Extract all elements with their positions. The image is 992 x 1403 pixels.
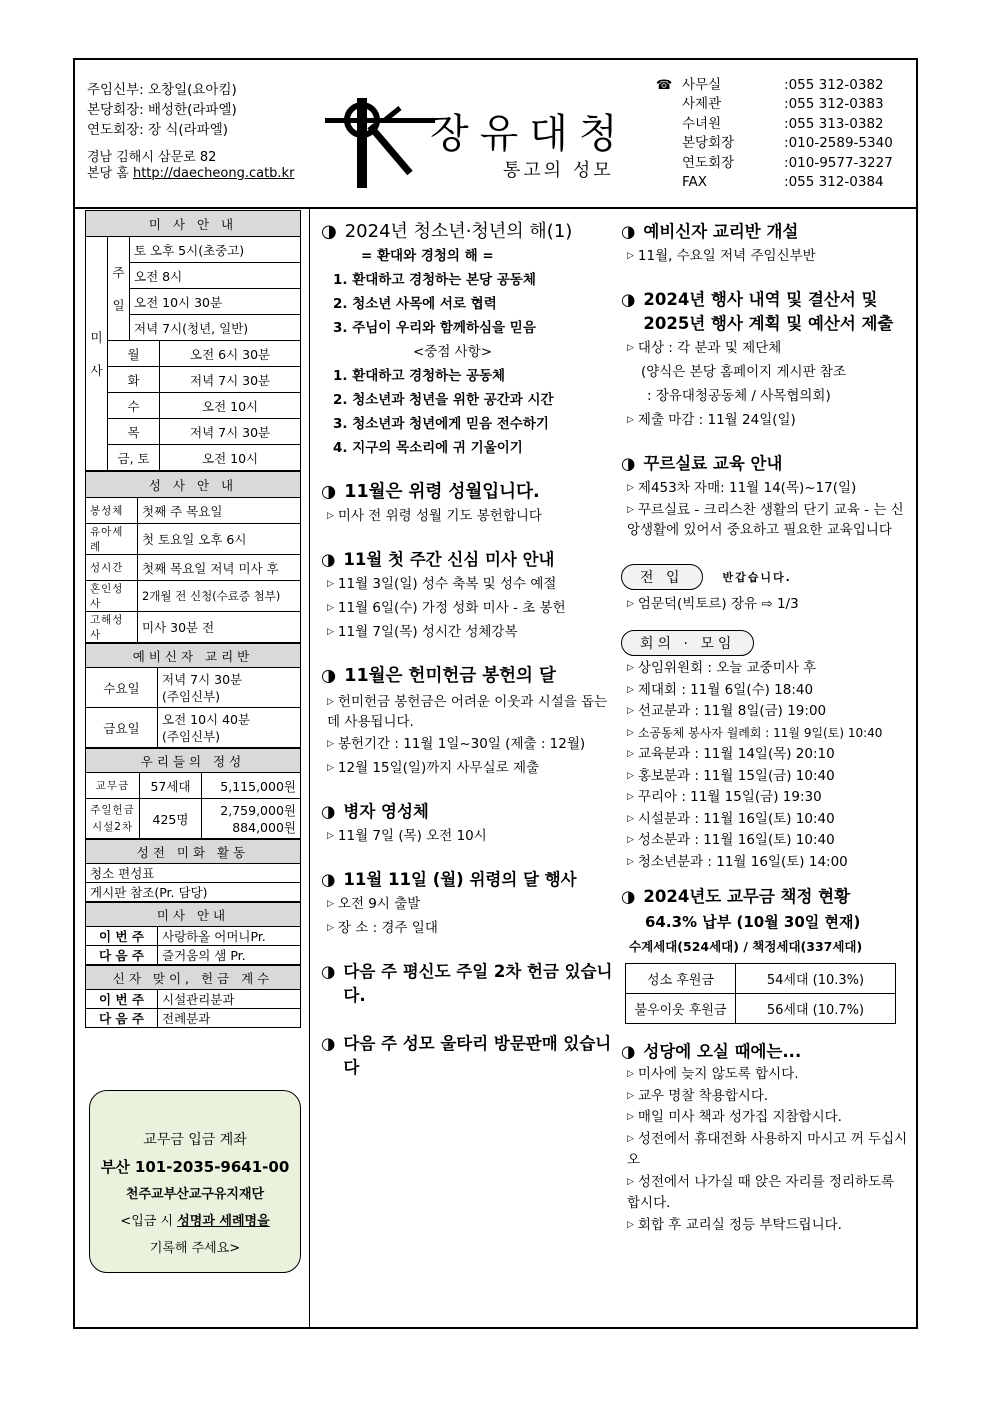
weekday: 수 bbox=[108, 393, 160, 419]
address-block bbox=[87, 150, 294, 182]
mass-schedule-table bbox=[85, 210, 301, 471]
triangle-icon: ▷ bbox=[627, 1176, 634, 1187]
contact-row: 수녀원 : 055 313-0382 bbox=[682, 115, 884, 132]
first-week-item: ▷ 11월 3일(일) 성수 축복 및 성수 예절 bbox=[327, 576, 557, 592]
memorial-president-line: 연도회장: 장 식(라파엘) bbox=[87, 122, 229, 138]
duty-week: 다 음 주 bbox=[86, 946, 158, 965]
sacrament-title: 성 사 안 내 bbox=[86, 472, 301, 498]
half-circle-icon: ◑ bbox=[621, 222, 636, 241]
triangle-icon: ▷ bbox=[627, 813, 634, 824]
triangle-icon: ▷ bbox=[327, 511, 334, 521]
account-note-a: <입금 시 bbox=[120, 1214, 178, 1229]
section-report: ◑ 2024년 행사 내역 및 결산서 및 2025년 행사 계획 및 예산서 제출 bbox=[621, 290, 894, 333]
weekday: 금, 토 bbox=[108, 445, 160, 471]
beauty-title: 성전 미화 활동 bbox=[86, 840, 301, 864]
half-circle-icon: ◑ bbox=[621, 454, 636, 473]
triangle-icon: ▷ bbox=[327, 831, 334, 841]
triangle-icon: ▷ bbox=[327, 739, 334, 749]
triangle-icon: ▷ bbox=[627, 835, 634, 845]
meeting-item: ▷ 성소분과 : 11월 16일(토) 10:40 bbox=[627, 832, 835, 848]
offering-key: 주일헌금 시설2차 bbox=[86, 799, 140, 839]
triangle-icon: ▷ bbox=[627, 706, 634, 716]
triangle-icon: ▷ bbox=[627, 856, 634, 867]
etiquette-item: ▷ 성전에서 나가실 때 앉은 자리를 정리하도록 합시다. bbox=[627, 1173, 895, 1211]
weekday: 화 bbox=[108, 367, 160, 393]
catechumen-open-item: ▷ 11월, 수요일 저녁 주임신부반 bbox=[627, 248, 816, 264]
transfer-item: ▷ 엄문덕(빅토르) 장유 ⇨ 1/3 bbox=[627, 596, 799, 612]
meeting-item: ▷ 시설분과 : 11월 16일(토) 10:40 bbox=[627, 810, 835, 827]
section-title: 2024년 청소년·청년의 해(1) bbox=[344, 221, 573, 242]
rice-offering-item: ▷ 헌미헌금 봉헌금은 어려운 이웃과 시설을 돕는데 사용됩니다. bbox=[327, 694, 608, 730]
catechumen-time: 저녁 7시 30분 (주임신부) bbox=[158, 668, 301, 708]
half-circle-icon: ◑ bbox=[621, 1042, 636, 1061]
mass-side-label: 미 사 bbox=[86, 237, 108, 471]
weekday-time: 오전 6시 30분 bbox=[160, 341, 301, 367]
contact-row: 본당회장 : 010-2589-5340 bbox=[682, 135, 893, 152]
section-catechumen-open: ◑ 예비신자 교리반 개설 bbox=[621, 220, 911, 244]
cursillo-item: ▷ 꾸르실료 - 크리스찬 생활의 단기 교육 - 는 신앙생활에 있어서 중요하고 필요한 교육입니다 bbox=[627, 502, 904, 538]
beauty-item: 청소 편성표 bbox=[86, 864, 301, 883]
etiquette-item: ▷ 성전에서 휴대전화 사용하지 마시고 꺼 두십시오 bbox=[627, 1130, 908, 1168]
half-circle-icon: ◑ bbox=[321, 962, 336, 981]
welcome-week: 다 음 주 bbox=[86, 1009, 158, 1028]
section-all-souls: ◑ 11월은 위령 성월입니다. bbox=[321, 482, 540, 502]
meeting-header bbox=[621, 630, 911, 656]
account-title: 교무금 입금 계좌 bbox=[143, 1132, 247, 1148]
sacrament-key: 성시간 bbox=[86, 555, 138, 581]
sacrament-value: 첫 토요일 오후 6시 bbox=[138, 524, 301, 555]
weekday-time: 저녁 7시 30분 bbox=[160, 419, 301, 445]
cursillo-item: ▷ 제453차 자매: 11월 14(목)~17(일) bbox=[627, 480, 857, 496]
fund-value: 56세대 (10.7%) bbox=[736, 994, 896, 1024]
report-item: ▷ 대상 : 각 분과 및 제단체 bbox=[627, 340, 782, 356]
sunday-time: 저녁 7시(청년, 일반) bbox=[130, 315, 301, 341]
duty-value: 즐거움의 샘 Pr. bbox=[158, 946, 301, 965]
transfer-header bbox=[621, 564, 911, 590]
half-circle-icon: ◑ bbox=[321, 550, 336, 569]
triangle-icon: ▷ bbox=[627, 727, 634, 738]
youth-list-item: 1. 환대하고 경청하는 본당 공동체 bbox=[333, 272, 536, 288]
section-nov11-event: ◑ 11월 11일 (월) 위령의 달 행사 bbox=[321, 868, 617, 892]
etiquette-item: ▷ 회합 후 교리실 정등 부탁드립니다. bbox=[627, 1216, 842, 1233]
focus-list-item: 1. 환대하고 경청하는 공동체 bbox=[333, 368, 506, 384]
all-souls-item: ▷ 미사 전 위령 성월 기도 봉헌합니다 bbox=[327, 508, 542, 524]
welcome-title: 신자 맞이, 헌금 계수 bbox=[86, 966, 301, 990]
transfer-pill: 전 입 bbox=[621, 564, 703, 590]
half-circle-icon: ◑ bbox=[321, 870, 336, 889]
half-circle-icon: ◑ bbox=[321, 802, 336, 821]
parish-subtitle: 통고의 성모 bbox=[503, 160, 614, 181]
meeting-pill: 회의 · 모임 bbox=[621, 630, 754, 656]
mass-title: 미 사 안 내 bbox=[86, 211, 301, 237]
offering-count: 425명 bbox=[140, 799, 202, 839]
sunday-time: 오전 8시 bbox=[130, 263, 301, 289]
half-circle-icon: ◑ bbox=[321, 1034, 336, 1053]
bulletin-frame bbox=[73, 58, 918, 1329]
fund-key: 불우이웃 후원금 bbox=[626, 994, 736, 1024]
sacrament-key: 고해성사 bbox=[86, 612, 138, 643]
section-church-etiquette: ◑ 성당에 오실 때에는... bbox=[621, 1040, 911, 1064]
offering-amount: 5,115,000원 bbox=[202, 773, 301, 799]
weekday: 목 bbox=[108, 419, 160, 445]
account-number: 부산 101-2035-9641-00 bbox=[100, 1158, 290, 1176]
triangle-icon: ▷ bbox=[627, 663, 634, 673]
homepage-label: 본당 홈 bbox=[87, 166, 129, 181]
meeting-item: ▷ 상임위원회 : 오늘 교중미사 후 bbox=[627, 660, 817, 676]
triangle-icon: ▷ bbox=[627, 749, 634, 759]
address: 경남 김해시 삼문로 82 bbox=[87, 150, 217, 165]
welcome-week: 이 번 주 bbox=[86, 990, 158, 1009]
rice-offering-item: ▷ 12월 15일(일)까지 사무실로 제출 bbox=[327, 760, 540, 776]
sacrament-key: 봉성체 bbox=[86, 498, 138, 524]
youth-list-item: 3. 주님이 우리와 함께하심을 믿음 bbox=[333, 320, 536, 336]
meeting-item: ▷ 청소년분과 : 11월 16일(토) 14:00 bbox=[627, 853, 848, 870]
section-tithe-status: ◑ 2024년도 교무금 책정 현황 bbox=[621, 885, 911, 909]
tithe-percent: 64.3% 납부 (10월 30일 현재) bbox=[645, 913, 861, 931]
sick-communion-item: ▷ 11월 7일 (목) 오전 10시 bbox=[327, 828, 487, 844]
sacrament-key: 혼인성사 bbox=[86, 581, 138, 612]
triangle-icon: ▷ bbox=[327, 899, 334, 909]
sunday-time: 오전 10시 30분 bbox=[130, 289, 301, 315]
focus-list-item: 2. 청소년과 청년을 위한 공간과 시간 bbox=[333, 392, 554, 408]
nov11-item: ▷ 오전 9시 출발 bbox=[327, 896, 421, 912]
section-sick-communion: ◑ 병자 영성체 bbox=[321, 800, 617, 824]
first-week-item: ▷ 11월 7일(목) 성시간 성체강복 bbox=[327, 624, 518, 640]
sacrament-value: 미사 30분 전 bbox=[138, 612, 301, 643]
sacrament-value: 2개월 전 신청(수료증 첨부) bbox=[138, 581, 301, 612]
meeting-item: ▷ 교육분과 : 11월 14일(목) 20:10 bbox=[627, 746, 835, 762]
right-column bbox=[621, 220, 911, 1236]
account-holder: 천주교부산교구유지재단 bbox=[125, 1187, 265, 1202]
focus-label: <중점 사항> bbox=[413, 344, 493, 360]
phone-icon: ☎ bbox=[656, 78, 673, 93]
offering-count: 57세대 bbox=[140, 773, 202, 799]
triangle-icon: ▷ bbox=[627, 505, 634, 515]
mass-duty-table bbox=[85, 902, 301, 965]
section-laity-sunday: ◑ 다음 주 평신도 주일 2차 헌금 있습니다. bbox=[321, 962, 613, 1005]
half-circle-icon: ◑ bbox=[321, 666, 337, 686]
section-first-week: ◑ 11월 첫 주간 신심 미사 안내 bbox=[321, 548, 617, 572]
parish-logo-icon bbox=[325, 98, 435, 188]
weekday-time: 저녁 7시 30분 bbox=[160, 367, 301, 393]
welcome-value: 전례분과 bbox=[158, 1009, 301, 1028]
middle-column bbox=[321, 220, 617, 1080]
column-divider bbox=[309, 209, 310, 1329]
focus-list-item: 4. 지구의 목소리에 귀 기울이기 bbox=[333, 440, 523, 456]
etiquette-item: ▷ 매일 미사 책과 성가집 지참합시다. bbox=[627, 1109, 842, 1125]
sacrament-value: 첫째 주 목요일 bbox=[138, 498, 301, 524]
triangle-icon: ▷ bbox=[627, 251, 634, 261]
offering-title: 우리들의 정성 bbox=[86, 749, 301, 773]
section-sale: ◑ 다음 주 성모 울타리 방문판매 있습니다 bbox=[321, 1034, 612, 1077]
triangle-icon: ▷ bbox=[327, 603, 334, 613]
contact-row: FAX : 055 312-0384 bbox=[682, 174, 884, 191]
fund-table bbox=[625, 963, 896, 1024]
report-item: (양식은 본당 홈페이지 게시판 참조 bbox=[641, 364, 847, 380]
catechumen-title: 예비신자 교리반 bbox=[86, 644, 301, 668]
sunday-label: 주 일 bbox=[108, 237, 130, 341]
triangle-icon: ▷ bbox=[327, 697, 334, 707]
pastor-line: 주임신부: 오창일(요아킴) bbox=[87, 82, 237, 98]
left-sidebar bbox=[85, 210, 301, 1028]
triangle-icon: ▷ bbox=[327, 763, 334, 773]
triangle-icon: ▷ bbox=[627, 684, 634, 695]
section-cursillo: ◑ 꾸르실료 교육 안내 bbox=[621, 452, 911, 476]
report-item: : 장유대청공동체 / 사목협의회) bbox=[647, 388, 831, 404]
etiquette-item: ▷ 미사에 늦지 않도록 합시다. bbox=[627, 1066, 799, 1082]
etiquette-item: ▷ 교우 명찰 착용합시다. bbox=[627, 1087, 769, 1104]
triangle-icon: ▷ bbox=[627, 792, 634, 802]
triangle-icon: ▷ bbox=[627, 483, 634, 493]
triangle-icon: ▷ bbox=[627, 1090, 634, 1101]
triangle-icon: ▷ bbox=[627, 1112, 634, 1122]
offering-key: 교무금 bbox=[86, 773, 140, 799]
account-note-c: 기록해 주세요> bbox=[149, 1241, 241, 1256]
clergy-info bbox=[87, 80, 294, 182]
welcome-table bbox=[85, 965, 301, 1028]
triangle-icon: ▷ bbox=[627, 770, 634, 781]
homepage-link[interactable]: http://daecheong.catb.kr bbox=[132, 166, 295, 181]
weekday-time: 오전 10시 bbox=[160, 445, 301, 471]
sacrament-table bbox=[85, 471, 301, 643]
meeting-item: ▷ 꾸리아 : 11월 15일(금) 19:30 bbox=[627, 789, 822, 805]
triangle-icon: ▷ bbox=[627, 1219, 634, 1230]
fund-key: 성소 후원금 bbox=[626, 964, 736, 994]
parish-president-line: 본당회장: 배성한(라파엘) bbox=[87, 102, 237, 118]
meeting-item: ▷ 홍보분과 : 11월 15일(금) 10:40 bbox=[627, 767, 835, 784]
youth-subtitle: = 환대와 경청의 해 = bbox=[361, 248, 494, 264]
half-circle-icon: ◑ bbox=[321, 482, 337, 502]
transfer-note: 반갑습니다. bbox=[722, 571, 792, 584]
beauty-item: 게시판 참조(Pr. 담당) bbox=[86, 883, 301, 902]
rice-offering-item: ▷ 봉헌기간 : 11월 1일~30일 (제출 : 12월) bbox=[327, 736, 586, 752]
section-youth-year bbox=[321, 220, 617, 244]
triangle-icon: ▷ bbox=[627, 415, 634, 425]
youth-list-item: 2. 청소년 사목에 서로 협력 bbox=[333, 296, 497, 312]
meeting-item: ▷ 소공동체 봉사자 월례회 : 11월 9일(토) 10:40 bbox=[627, 725, 883, 740]
duty-value: 사랑하올 어머니Pr. bbox=[158, 927, 301, 946]
welcome-value: 시설관리분과 bbox=[158, 990, 301, 1009]
contact-row: 사무실 : 055 312-0382 bbox=[682, 77, 884, 93]
beauty-table bbox=[85, 839, 301, 902]
duty-week: 이 번 주 bbox=[86, 927, 158, 946]
parish-title: 장유대청 bbox=[430, 111, 629, 157]
contact-row: 연도회장 : 010-9577-3227 bbox=[682, 154, 893, 171]
weekday: 월 bbox=[108, 341, 160, 367]
triangle-icon: ▷ bbox=[627, 1133, 634, 1144]
fund-value: 54세대 (10.3%) bbox=[736, 964, 896, 994]
half-circle-icon: ◑ bbox=[621, 887, 636, 906]
meeting-item: ▷ 제대회 : 11월 6일(수) 18:40 bbox=[627, 681, 814, 698]
half-circle-icon: ◑ bbox=[621, 290, 636, 309]
report-item: ▷ 제출 마감 : 11월 24일(일) bbox=[627, 412, 796, 428]
triangle-icon: ▷ bbox=[627, 599, 634, 609]
nov11-item: ▷ 장 소 : 경주 일대 bbox=[327, 920, 438, 936]
catechumen-table bbox=[85, 643, 301, 748]
header bbox=[75, 60, 916, 209]
account-box bbox=[89, 1090, 301, 1273]
catechumen-day: 수요일 bbox=[86, 668, 158, 708]
contact-row: 사제관 : 055 312-0383 bbox=[682, 96, 884, 113]
catechumen-day: 금요일 bbox=[86, 708, 158, 748]
offering-table bbox=[85, 748, 301, 839]
section-rice-offering: ◑ 11월은 헌미헌금 봉헌의 달 bbox=[321, 666, 556, 686]
triangle-icon: ▷ bbox=[327, 627, 334, 637]
triangle-icon: ▷ bbox=[327, 579, 334, 589]
sunday-time: 토 오후 5시(초중고) bbox=[130, 237, 301, 263]
tithe-note: 수계세대(524세대) / 책정세대(337세대) bbox=[629, 939, 863, 954]
focus-list-item: 3. 청소년과 청년에게 믿음 전수하기 bbox=[333, 416, 549, 432]
sacrament-value: 첫째 목요일 저녁 미사 후 bbox=[138, 555, 301, 581]
half-circle-icon: ◑ bbox=[321, 221, 337, 242]
account-note-b: 성명과 세례명을 bbox=[177, 1214, 270, 1229]
triangle-icon: ▷ bbox=[327, 923, 334, 933]
first-week-item: ▷ 11월 6일(수) 가정 성화 미사 - 초 봉헌 bbox=[327, 600, 566, 616]
meeting-item: ▷ 선교분과 : 11월 8일(금) 19:00 bbox=[627, 703, 827, 719]
triangle-icon: ▷ bbox=[627, 1069, 634, 1079]
triangle-icon: ▷ bbox=[627, 343, 634, 353]
offering-amount: 2,759,000원 884,000원 bbox=[202, 799, 301, 839]
weekday-time: 오전 10시 bbox=[160, 393, 301, 419]
sacrament-key: 유아세례 bbox=[86, 524, 138, 555]
contact-list bbox=[656, 76, 893, 192]
mass-duty-title: 미사 안내 bbox=[86, 903, 301, 927]
catechumen-time: 오전 10시 40분 (주임신부) bbox=[158, 708, 301, 748]
